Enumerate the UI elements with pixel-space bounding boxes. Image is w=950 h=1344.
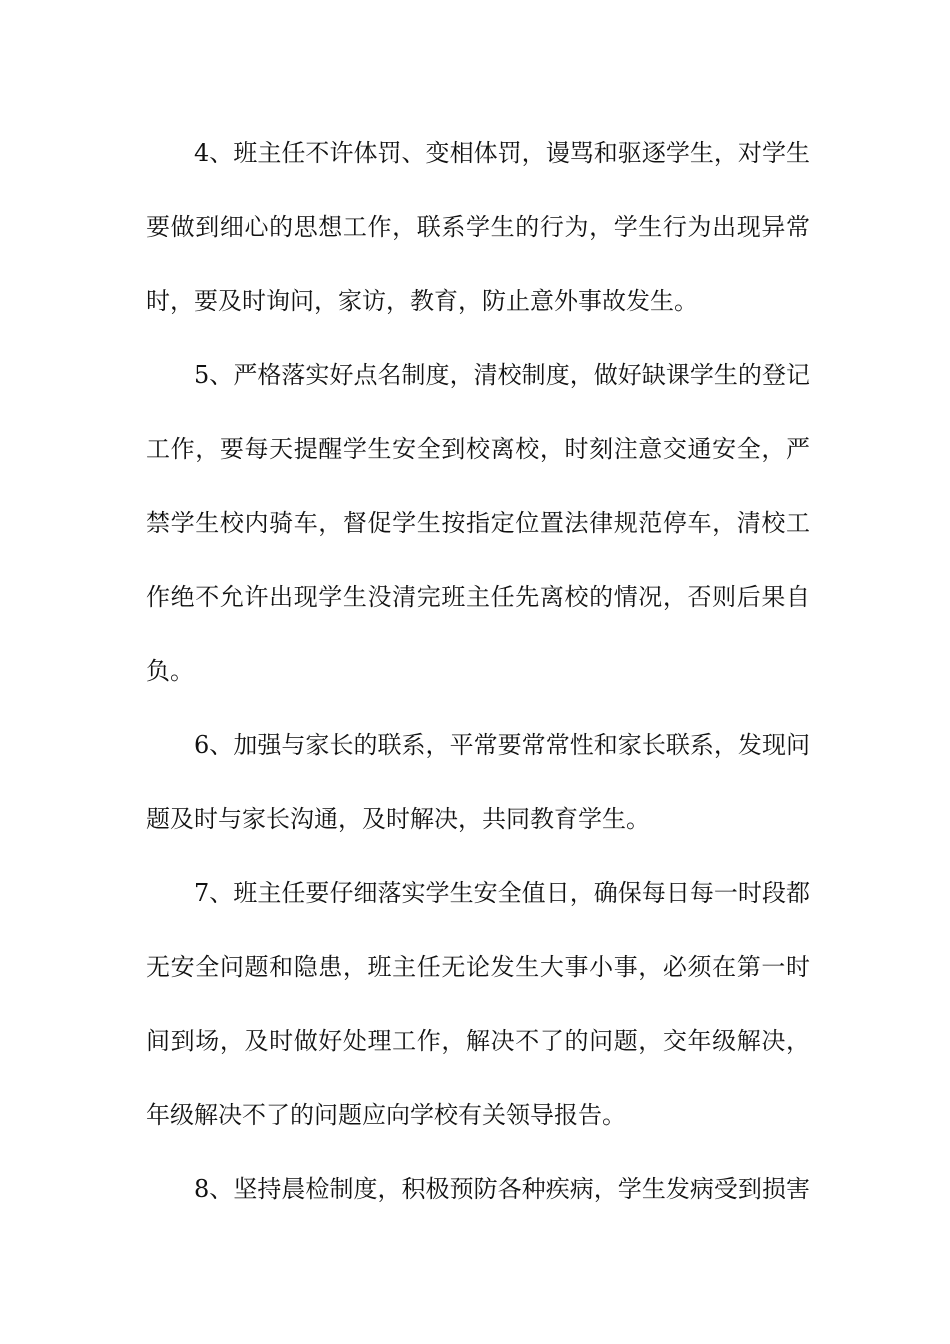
paragraph-4-line-2: 要做到细心的思想工作，联系学生的行为，学生行为出现异常 [146,213,810,241]
paragraph-8-line-1: 8、坚持晨检制度，积极预防各种疾病，学生发病受到损害 [194,1175,810,1203]
paragraph-6-line-1: 6、加强与家长的联系，平常要常常性和家长联系，发现问 [194,731,810,759]
paragraph-5-line-2: 工作，要每天提醒学生安全到校离校，时刻注意交通安全，严 [146,435,810,463]
paragraph-6-line-2: 题及时与家长沟通，及时解决，共同教育学生。 [146,805,650,833]
paragraph-5-line-4: 作绝不允许出现学生没清完班主任先离校的情况，否则后果自 [146,583,810,611]
paragraph-7-line-1: 7、班主任要仔细落实学生安全值日，确保每日每一时段都 [194,879,810,907]
paragraph-7-line-2: 无安全问题和隐患，班主任无论发生大事小事，必须在第一时 [146,953,810,981]
paragraph-7-line-4: 年级解决不了的问题应向学校有关领导报告。 [146,1101,626,1129]
paragraph-5-line-5: 负。 [146,657,194,685]
paragraph-4-line-1: 4、班主任不许体罚、变相体罚，谩骂和驱逐学生，对学生 [194,139,810,167]
paragraph-5-line-3: 禁学生校内骑车，督促学生按指定位置法律规范停车，清校工 [146,509,810,537]
paragraph-4-line-3: 时，要及时询问，家访，教育，防止意外事故发生。 [146,287,698,315]
paragraph-5-line-1: 5、严格落实好点名制度，清校制度，做好缺课学生的登记 [194,361,810,389]
paragraph-7-line-3: 间到场，及时做好处理工作，解决不了的问题，交年级解决， [146,1027,810,1055]
